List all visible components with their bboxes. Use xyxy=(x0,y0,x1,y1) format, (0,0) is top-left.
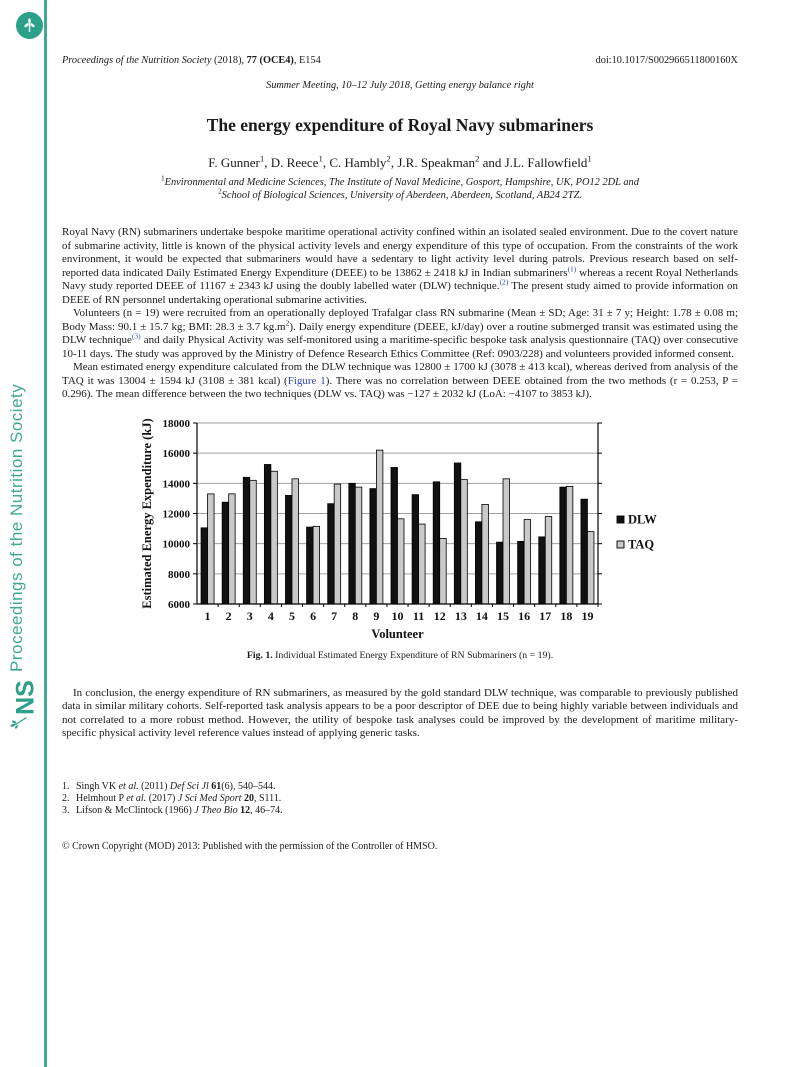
text-segment: 2 xyxy=(474,153,480,164)
y-tick-label: 18000 xyxy=(162,417,190,430)
bar-dlw-3 xyxy=(243,477,250,604)
x-tick-label: 1 xyxy=(204,608,211,623)
bar-taq-2 xyxy=(229,493,236,603)
bar-taq-17 xyxy=(545,516,552,603)
authors-line xyxy=(62,155,738,171)
text-segment: Def Sci Jl xyxy=(169,780,209,792)
y-tick-label: 12000 xyxy=(162,508,190,520)
text-segment: ). There was no correlation between DEEE obtained from the two methods (r = 0.253, P = 0.296). The mean difference between the two techniques (DLW vs. TAQ) was −127 ± 2032 kJ (LoA: −4107 to 3853 kJ). xyxy=(62,374,738,400)
x-tick-label: 14 xyxy=(475,608,488,623)
bar-taq-8 xyxy=(355,487,362,604)
bar-taq-16 xyxy=(524,519,531,603)
bar-taq-5 xyxy=(292,478,299,603)
x-tick-label: 13 xyxy=(454,608,467,623)
doi-text: doi:10.1017/S002966511800160X xyxy=(595,55,738,66)
text-segment: Volunteers (n = 19) were recruited from an operationally deployed Trafalgar class RN submarine (Mean ± SD; Age: 31 ± 7 y; Height: 1.78 ± 0.08 m; Body Mass: 90.1 ± 15.7 kg; BMI: 28.3 ± 3.7 kg.m xyxy=(62,307,738,333)
text-segment: 1 xyxy=(318,153,323,164)
x-tick-label: 3 xyxy=(246,608,253,623)
text-segment: Royal Navy (RN) submariners undertake bespoke maritime operational activity confined within an isolated sealed environment. Due to the covert nature of submarine activity, little is known of the physical activity levels and energy expenditure of this type of occupation. From the constraints of the work environment, it would be expected that submariners would have a sedentary to light activity level during patrols. Previous research based on self-reported data indicated Daily Estimated Energy Expenditure (DEEE) to be 13862 ± 2418 kJ in Indian submariners xyxy=(62,226,738,279)
text-segment: , D. Reece xyxy=(264,155,319,170)
text-segment: et al. xyxy=(118,780,139,792)
figure-1-chart xyxy=(137,416,677,646)
x-tick-label: 10 xyxy=(391,608,404,623)
x-tick-label: 19 xyxy=(581,608,594,623)
text-segment: et al. xyxy=(126,792,147,804)
x-tick-label: 4 xyxy=(267,608,274,623)
x-tick-label: 7 xyxy=(331,608,338,623)
x-tick-label: 15 xyxy=(497,608,510,623)
bar-taq-7 xyxy=(334,484,341,604)
article-title: The energy expenditure of Royal Navy submariners xyxy=(206,115,594,135)
nutrition-society-circle-logo xyxy=(16,12,43,39)
y-tick-label: 6000 xyxy=(168,598,190,611)
reference-text xyxy=(76,805,283,817)
bar-dlw-8 xyxy=(349,483,356,604)
text-segment: 2 xyxy=(218,187,222,196)
text-segment: whereas a recent Royal Netherlands Navy study reported DEEE of 11167 ± 2343 kJ using the doubly labelled water (DLW) technique. xyxy=(62,266,738,292)
text-segment: (6), 540–544. xyxy=(221,780,276,792)
reference-item xyxy=(62,793,738,805)
text-segment: F. Gunner xyxy=(208,155,260,170)
affiliation-1 xyxy=(62,176,738,189)
text-segment: Helmhout P xyxy=(76,792,127,804)
bar-dlw-1 xyxy=(201,527,208,603)
affiliations xyxy=(62,176,738,202)
text-segment: ). Daily energy expenditure (DEEE, kJ/day) over a routine submerged transit was estimated using the DLW technique xyxy=(62,320,738,346)
reference-text xyxy=(76,793,281,805)
legend-swatch-dlw xyxy=(617,516,624,523)
reference-citation-link[interactable]: (2) xyxy=(499,277,509,287)
reference-citation-link[interactable]: (3) xyxy=(131,331,141,341)
paragraph-conclusion xyxy=(62,687,738,741)
x-tick-label: 5 xyxy=(288,608,295,623)
bar-taq-3 xyxy=(250,480,257,604)
bar-dlw-4 xyxy=(264,464,271,604)
text-segment: 1 xyxy=(161,174,165,183)
text-segment: 2 xyxy=(285,317,290,327)
bar-dlw-2 xyxy=(222,502,229,604)
bar-dlw-14 xyxy=(475,521,482,603)
text-segment: (2017) xyxy=(146,792,178,804)
journal-vertical-title: Proceedings of the Nutrition Society xyxy=(7,383,26,672)
y-axis-label: Estimated Energy Expenditure (kJ) xyxy=(140,417,154,609)
y-tick-label: 8000 xyxy=(168,568,190,581)
text-segment: , C. Hambly xyxy=(322,155,387,170)
y-tick-label: 16000 xyxy=(162,447,190,460)
figure-caption-text: Individual Estimated Energy Expenditure of RN Submariners (n = 19). xyxy=(275,649,554,661)
bar-taq-6 xyxy=(313,526,320,604)
x-tick-label: 9 xyxy=(373,608,380,623)
bar-dlw-13 xyxy=(454,462,461,603)
text-segment: 1 xyxy=(259,153,265,164)
text-segment: and daily Physical Activity was self-monitored using a maritime-specific bespoke task analysis questionnaire (TAQ) over consecutive 10-11 days. The study was approved by the Ministry of Defence Research Ethics Committee (Ref: 0903/228) and volunteers provided informed consent. xyxy=(62,334,738,360)
x-tick-label: 12 xyxy=(433,608,446,623)
reference-number: 3. xyxy=(62,804,70,816)
bar-dlw-10 xyxy=(391,467,398,604)
text-segment: J Theo Bio xyxy=(194,804,238,816)
reference-text xyxy=(76,781,275,793)
journal-citation xyxy=(62,55,321,66)
bar-taq-12 xyxy=(440,538,447,604)
figure-1-caption xyxy=(62,650,738,661)
text-segment: , S111. xyxy=(253,792,282,804)
journal-header-row xyxy=(62,55,738,66)
bar-taq-10 xyxy=(398,518,405,603)
reference-citation-link[interactable]: (1) xyxy=(567,263,577,273)
x-tick-label: 8 xyxy=(352,608,359,623)
bar-taq-14 xyxy=(482,504,489,604)
text-segment: , E154 xyxy=(293,55,321,66)
text-segment: and J.L. Fallowfield xyxy=(479,155,588,170)
bar-taq-11 xyxy=(419,524,426,604)
bar-dlw-16 xyxy=(518,541,525,604)
x-tick-label: 17 xyxy=(539,608,552,623)
bar-taq-19 xyxy=(587,531,594,603)
bar-dlw-18 xyxy=(560,487,567,604)
sidebar-accent-line xyxy=(44,0,47,1067)
article-content xyxy=(62,0,738,852)
text-segment: Mean estimated energy expenditure calculated from the DLW technique was 12800 ± 1700 kJ (3078 ± 413 kcal), whereas derived from analysis of the TAQ it was 13004 ± 1594 kJ (3108 ± 381 kcal) ( xyxy=(62,361,738,387)
copyright-line: © Crown Copyright (MOD) 2013: Published with the permission of the Controller of HMSO. xyxy=(62,841,438,853)
affiliation-2 xyxy=(62,189,738,202)
bar-dlw-9 xyxy=(370,488,377,603)
bar-dlw-11 xyxy=(412,494,419,603)
paragraph-methods xyxy=(62,307,738,361)
text-segment: School of Biological Sciences, University of Aberdeen, Aberdeen, Scotland, AB24 2TZ. xyxy=(221,190,582,201)
x-tick-label: 6 xyxy=(310,608,317,623)
text-segment: Lifson & McClintock (1966) xyxy=(76,804,195,816)
text-segment: J Sci Med Sport xyxy=(177,792,242,804)
reference-item xyxy=(62,805,738,817)
text-segment: (2011) xyxy=(138,780,170,792)
paragraph-background xyxy=(62,226,738,307)
paragraph-results xyxy=(62,361,738,402)
bar-dlw-12 xyxy=(433,481,440,603)
x-tick-label: 2 xyxy=(225,608,232,623)
nutrition-society-ns-logo xyxy=(10,675,39,735)
text-segment: In conclusion, the energy expenditure of RN submariners, as measured by the gold standard DLW technique, was comparable to previously published data in similar military cohorts. Self-reported task analysis appears to be a poor descriptor of DEE due to being highly variable between individuals and not correlated to a more robust method. However, the utility of bespoke task analyses could be improved by the development of maritime military-specific physical activity level reference values instead of applying generic tasks. xyxy=(62,686,738,739)
y-tick-label: 10000 xyxy=(162,538,190,551)
bar-taq-1 xyxy=(208,493,215,603)
reference-list xyxy=(62,781,738,818)
bar-taq-4 xyxy=(271,471,278,604)
text-segment: Singh VK xyxy=(76,780,119,792)
bar-taq-15 xyxy=(503,478,510,603)
figure-caption-label: Fig. 1. xyxy=(246,649,273,661)
text-segment: (2018), xyxy=(211,55,247,66)
wheat-leaf-icon xyxy=(21,17,38,34)
text-segment: Environmental and Medicine Sciences, The Institute of Naval Medicine, Gosport, Hampshire, UK, PO12 2DL and xyxy=(164,177,639,188)
legend-label-taq: TAQ xyxy=(628,537,655,551)
text-segment: 77 (OCE4) xyxy=(246,55,294,66)
text-segment: , J.R. Speakman xyxy=(390,155,475,170)
legend-label-dlw: DLW xyxy=(628,512,657,526)
text-segment: 12 xyxy=(240,804,251,816)
reference-number: 1. xyxy=(62,780,70,792)
abstract-body xyxy=(62,226,738,402)
x-tick-label: 16 xyxy=(518,608,531,623)
bar-dlw-17 xyxy=(539,536,546,603)
bar-dlw-5 xyxy=(285,495,292,604)
bar-dlw-6 xyxy=(307,527,314,604)
bar-dlw-15 xyxy=(497,542,504,604)
figure-1 xyxy=(62,416,738,661)
reference-number: 2. xyxy=(62,792,70,804)
x-tick-label: 18 xyxy=(560,608,573,623)
y-tick-label: 14000 xyxy=(162,477,190,490)
text-segment: The present study aimed to provide information on DEEE of RN personnel undertaking operational submarine activities. xyxy=(62,280,738,306)
wheat-sprig-icon xyxy=(10,715,28,729)
text-segment: 1 xyxy=(587,153,592,164)
text-segment: 61 xyxy=(211,780,222,792)
x-tick-label: 11 xyxy=(412,608,425,623)
bar-taq-18 xyxy=(566,486,573,604)
bar-taq-9 xyxy=(376,450,383,604)
legend-swatch-taq xyxy=(617,541,624,548)
text-segment: , 46–74. xyxy=(250,804,283,816)
text-segment: 2 xyxy=(386,153,391,164)
ns-logo-text: NS xyxy=(11,680,40,715)
text-segment: 20 xyxy=(243,792,254,804)
meeting-line: Summer Meeting, 10–12 July 2018, Getting energy balance right xyxy=(266,80,534,91)
figure-link[interactable]: Figure 1 xyxy=(287,374,326,387)
bar-taq-13 xyxy=(461,479,468,603)
text-segment: Proceedings of the Nutrition Society xyxy=(62,55,212,66)
reference-item xyxy=(62,781,738,793)
x-axis-label: Volunteer xyxy=(371,626,424,641)
bar-dlw-19 xyxy=(581,499,588,604)
bar-dlw-7 xyxy=(328,503,335,603)
